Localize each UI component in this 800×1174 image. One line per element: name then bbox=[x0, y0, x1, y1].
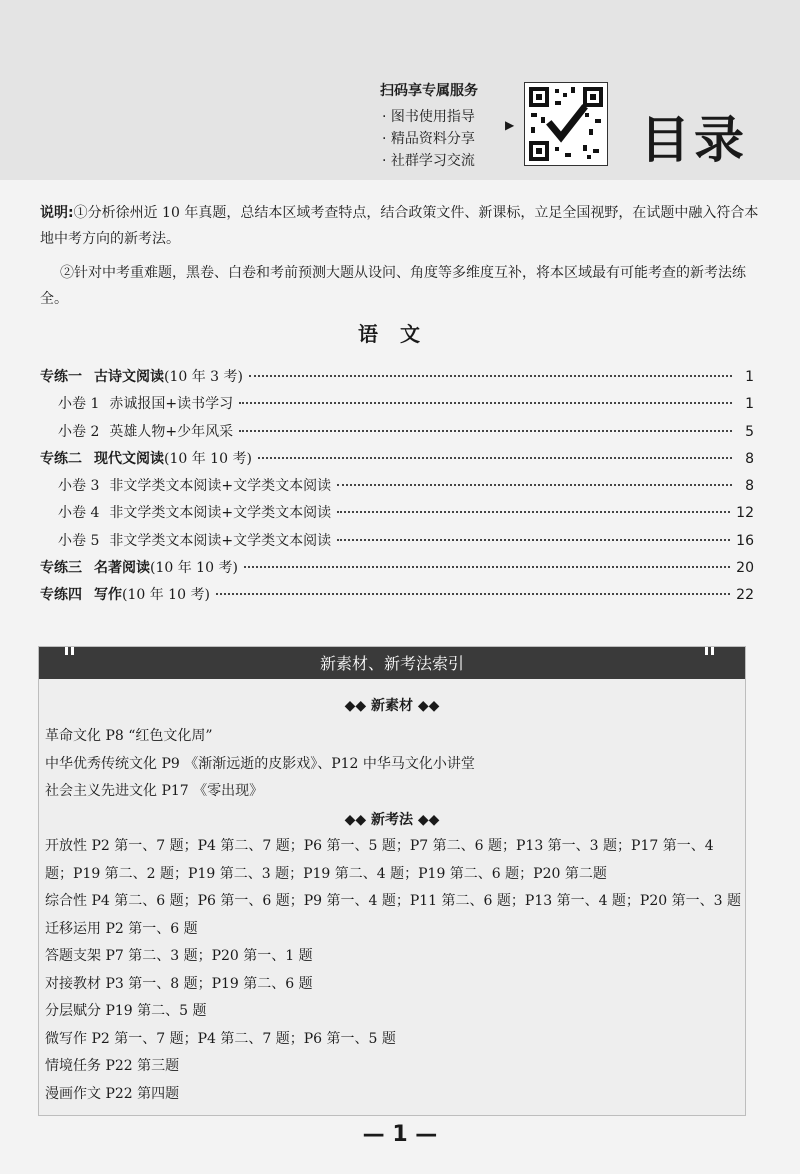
toc-entry-page: 22 bbox=[736, 587, 754, 604]
qr-title: 扫码享专属服务 bbox=[380, 83, 478, 99]
subject-heading: 语文 bbox=[358, 322, 442, 346]
dot-leader bbox=[337, 539, 730, 541]
toc-entry-number: 专练三 bbox=[40, 560, 82, 577]
rivet-decoration bbox=[711, 647, 714, 655]
note-label: 说明: bbox=[40, 205, 74, 221]
toc-entry[interactable] bbox=[40, 584, 754, 611]
toc-entry-page: 5 bbox=[745, 423, 754, 440]
index-title: 新素材、新考法索引 bbox=[319, 654, 464, 673]
toc-entry-note: (10 年 10 考) bbox=[122, 587, 210, 604]
toc-entry-title: 古诗文阅读 bbox=[94, 369, 164, 385]
arrow-icon: ▶ bbox=[505, 118, 515, 132]
toc-entry-number: 专练一 bbox=[40, 369, 82, 385]
rivet-decoration bbox=[705, 647, 708, 655]
list-item: 分层赋分 P19 第二、5 题 bbox=[45, 1003, 207, 1019]
list-item: 综合性 P4 第二、6 题；P6 第一、6 题；P9 第一、4 题；P11 第二、6 题；P13 第一、4 题；P20 第一、3 题 bbox=[45, 893, 741, 909]
qr-item: · 精品资料分享 bbox=[382, 131, 475, 147]
toc-entry-title: 赤诚报国+读书学习 bbox=[109, 396, 234, 413]
page-number: — 1 — bbox=[362, 1122, 438, 1147]
list-item: 开放性 P2 第一、7 题；P4 第二、7 题；P6 第一、5 题；P7 第二、6 题；P13 第一、3 题；P17 第一、4 题；P19 第二、2 题；P19 第二、3 题；P19 第二、4 题；P19 第二、6 题；P20 第二题 bbox=[45, 838, 714, 882]
toc-entry-note: (10 年 10 考) bbox=[164, 450, 252, 467]
method-heading: ◆◆ 新考法 ◆◆ bbox=[344, 812, 440, 828]
toc-entry-title: 非文学类文本阅读+文学类文本阅读 bbox=[109, 478, 332, 495]
toc-entry[interactable] bbox=[40, 393, 754, 420]
table-of-contents bbox=[40, 366, 754, 612]
toc-entry[interactable] bbox=[40, 421, 754, 448]
list-item: 革命文化 P8 “红色文化周” bbox=[45, 728, 213, 744]
dot-leader bbox=[239, 402, 732, 404]
toc-entry[interactable] bbox=[40, 557, 754, 584]
toc-entry-title: 英雄人物+少年风采 bbox=[109, 423, 234, 440]
dot-leader bbox=[337, 484, 732, 486]
list-item: 中华优秀传统文化 P9 《渐渐远逝的皮影戏》、P12 中华马文化小讲堂 bbox=[45, 755, 475, 772]
toc-entry-number: 小卷 4 bbox=[58, 505, 100, 522]
toc-entry-title: 非文学类文本阅读+文学类文本阅读 bbox=[109, 532, 332, 549]
toc-entry-number: 专练二 bbox=[40, 450, 82, 467]
dot-leader bbox=[337, 511, 730, 513]
rivet-decoration bbox=[71, 647, 74, 655]
toc-entry-title: 非文学类文本阅读+文学类文本阅读 bbox=[109, 505, 332, 522]
list-item: 迁移运用 P2 第一、6 题 bbox=[45, 920, 198, 937]
toc-entry-page: 1 bbox=[745, 369, 754, 385]
page-title: 目录 bbox=[640, 111, 748, 169]
qr-item: · 社群学习交流 bbox=[382, 153, 475, 169]
dot-leader bbox=[258, 457, 732, 459]
toc-entry-note: (10 年 3 考) bbox=[164, 369, 243, 385]
toc-entry[interactable] bbox=[40, 475, 754, 502]
dot-leader bbox=[216, 593, 730, 595]
index-header bbox=[39, 647, 745, 679]
toc-entry-number: 小卷 5 bbox=[58, 532, 100, 549]
toc-entry-page: 16 bbox=[736, 532, 754, 549]
list-item: 漫画作文 P22 第四题 bbox=[45, 1085, 180, 1102]
toc-entry-page: 12 bbox=[736, 505, 754, 522]
toc-entry-page: 20 bbox=[736, 560, 754, 577]
list-item: 答题支架 P7 第二、3 题；P20 第一、1 题 bbox=[45, 948, 313, 964]
qr-code-icon[interactable] bbox=[524, 82, 608, 166]
toc-entry-number: 小卷 3 bbox=[58, 478, 100, 495]
dot-leader bbox=[239, 430, 732, 432]
dot-leader bbox=[244, 566, 730, 568]
toc-entry-title: 现代文阅读 bbox=[94, 450, 164, 467]
qr-item: · 图书使用指导 bbox=[382, 109, 475, 125]
toc-entry-number: 小卷 1 bbox=[58, 396, 100, 413]
index-panel bbox=[38, 646, 746, 1116]
list-item: 社会主义先进文化 P17 《零出现》 bbox=[45, 783, 264, 799]
toc-entry[interactable] bbox=[40, 366, 754, 393]
material-list bbox=[45, 723, 745, 806]
toc-entry[interactable] bbox=[40, 502, 754, 529]
toc-entry-note: (10 年 10 考) bbox=[150, 560, 238, 577]
qr-service-block bbox=[380, 80, 478, 172]
note-paragraph-2: ②针对中考重难题，黑卷、白卷和考前预测大题从设问、角度等多维度互补，将本区域最有可能考查的新考法练全。 bbox=[40, 265, 746, 307]
dot-leader bbox=[249, 375, 732, 377]
toc-entry[interactable] bbox=[40, 530, 754, 557]
note-text-1: ①分析徐州近 10 年真题，总结本区域考查特点，结合政策文件、新课标，立足全国视野，在试题中融入符合本地中考方向的新考法。 bbox=[40, 205, 759, 247]
toc-entry[interactable] bbox=[40, 448, 754, 475]
list-item: 微写作 P2 第一、7 题；P4 第二、7 题；P6 第一、5 题 bbox=[45, 1030, 396, 1047]
rivet-decoration bbox=[65, 647, 68, 655]
list-item: 对接教材 P3 第一、8 题；P19 第二、6 题 bbox=[45, 975, 313, 992]
material-heading: ◆◆ 新素材 ◆◆ bbox=[344, 698, 440, 714]
description-note bbox=[40, 200, 760, 320]
method-list bbox=[45, 833, 745, 1108]
toc-entry-title: 名著阅读 bbox=[94, 560, 150, 577]
qr-service-list bbox=[380, 106, 478, 172]
toc-entry-page: 1 bbox=[745, 396, 754, 413]
toc-entry-number: 小卷 2 bbox=[58, 423, 100, 440]
toc-entry-number: 专练四 bbox=[40, 587, 82, 604]
note-paragraph-1 bbox=[40, 200, 760, 252]
toc-entry-page: 8 bbox=[745, 450, 754, 467]
toc-entry-page: 8 bbox=[745, 478, 754, 495]
toc-entry-title: 写作 bbox=[94, 587, 122, 604]
list-item: 情境任务 P22 第三题 bbox=[45, 1058, 180, 1074]
